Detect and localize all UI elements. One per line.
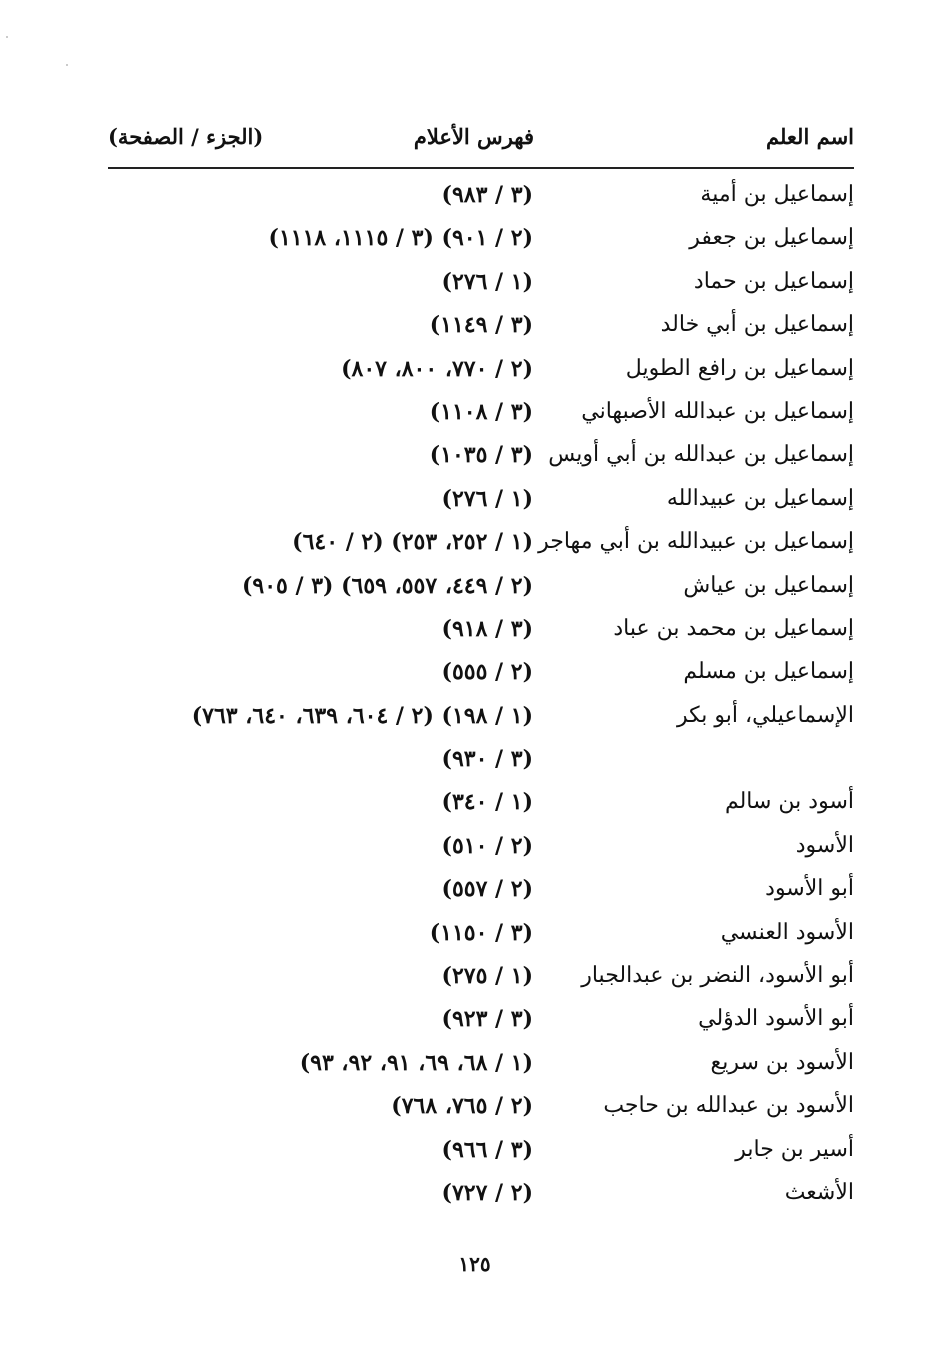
entry-references: (٢ / ٧٧٠، ٨٠٠، ٨٠٧) (341, 355, 533, 382)
entry-references: (٢ / ٧٢٧) (441, 1179, 533, 1206)
index-entry (0, 219, 949, 262)
entry-references: (١ / ٢٥٢، ٢٥٣) (٢ / ٦٤٠) (292, 529, 533, 556)
entry-references: (٣ / ١٠٣٥) (429, 442, 533, 469)
index-entry (0, 393, 949, 436)
entry-references: (١ / ١٩٨) (٢ / ٦٠٤، ٦٣٩، ٦٤٠، ٧٦٣) (191, 702, 533, 729)
index-entries (0, 176, 949, 1217)
entry-references: (٣ / ١١٤٩) (429, 312, 533, 339)
scan-speck (6, 36, 8, 38)
entry-references: (١ / ٦٨، ٦٩، ٩١، ٩٢، ٩٣) (299, 1049, 533, 1076)
entry-references: (٣ / ٩٦٦) (441, 1136, 533, 1163)
index-entry (0, 1174, 949, 1217)
entry-name: إسماعيل بن رافع الطويل (625, 355, 854, 381)
entry-name: الأسود بن سريع (710, 1049, 854, 1075)
entry-references: (٣ / ٩٨٣) (441, 182, 533, 208)
entry-name: الأسود العنسي (720, 919, 854, 945)
index-entry (0, 1044, 949, 1087)
entry-name: إسماعيل بن مسلم (683, 659, 854, 685)
entry-references: (١ / ٢٧٦) (441, 268, 533, 295)
entry-references: (٣ / ٩١٨) (441, 615, 533, 642)
entry-references: (١ / ٢٧٦) (441, 485, 533, 512)
entry-references: (٣ / ١١٠٨) (429, 398, 533, 425)
entry-name: الأسود بن عبدالله بن حاجب (603, 1093, 854, 1119)
entry-references: (٢ / ٥١٠) (441, 832, 533, 859)
entry-name: إسماعيل بن حماد (693, 268, 854, 294)
index-entry (0, 653, 949, 696)
index-entry (0, 783, 949, 826)
entry-name: أسير بن جابر (735, 1136, 854, 1162)
entry-name: إسماعيل بن أمية (700, 182, 854, 207)
entry-references: (٢ / ٩٠١) (٣ / ١١١٥، ١١١٨) (268, 225, 533, 252)
entry-name: إسماعيل بن عياش (683, 572, 854, 598)
index-header (108, 124, 854, 160)
page-number: ١٢٥ (458, 1252, 491, 1276)
index-entry (0, 436, 949, 479)
index-entry (0, 480, 949, 523)
entry-references: (٣ / ٩٣٠) (441, 746, 533, 773)
entry-name: أبو الأسود (765, 876, 854, 902)
index-entry (0, 176, 949, 219)
index-entry (0, 350, 949, 393)
entry-name: إسماعيل بن جعفر (689, 225, 854, 251)
reference-column-heading: (الجزء / الصفحة) (108, 124, 264, 149)
entry-references: (٢ / ٥٥٥) (441, 659, 533, 686)
index-entry (0, 914, 949, 957)
entry-name: إسماعيل بن عبيدالله بن أبي مهاجر (538, 529, 854, 555)
index-entry (0, 740, 949, 783)
index-entry (0, 957, 949, 1000)
header-rule (108, 167, 854, 169)
entry-name: الأشعث (784, 1179, 854, 1205)
index-entry (0, 1087, 949, 1130)
entry-references: (١ / ٢٧٥) (441, 963, 533, 990)
index-entry (0, 1000, 949, 1043)
entry-name: إسماعيل بن عبدالله بن أبي أويس (548, 442, 854, 468)
entry-name: أبو الأسود، النضر بن عبدالجبار (581, 963, 854, 989)
scan-speck (66, 64, 68, 66)
entry-name: أبو الأسود الدؤلي (698, 1006, 854, 1032)
index-entry (0, 697, 949, 740)
index-entry (0, 827, 949, 870)
entry-references: (٢ / ٥٥٧) (441, 876, 533, 903)
entry-name: أسود بن سالم (724, 789, 854, 815)
name-column-heading: اسم العلم (765, 124, 854, 149)
entry-references: (٢ / ٧٦٥، ٧٦٨) (391, 1093, 533, 1120)
entry-references: (١ / ٣٤٠) (441, 789, 533, 816)
index-entry (0, 870, 949, 913)
index-entry (0, 523, 949, 566)
entry-name: إسماعيل بن عبدالله الأصبهاني (581, 398, 854, 424)
entry-name: إسماعيل بن محمد بن عباد (613, 615, 854, 641)
entry-references: (٢ / ٤٤٩، ٥٥٧، ٦٥٩) (٣ / ٩٠٥) (241, 572, 533, 599)
index-entry (0, 567, 949, 610)
entry-references: (٣ / ٩٢٣) (441, 1006, 533, 1033)
index-entry (0, 1131, 949, 1174)
entry-name: الإسماعيلي، أبو بكر (677, 702, 854, 728)
entry-references: (٣ / ١١٥٠) (429, 919, 533, 946)
entry-name: إسماعيل بن أبي خالد (660, 312, 854, 338)
index-title: فهرس الأعلام (413, 124, 534, 149)
entry-name: إسماعيل بن عبيدالله (666, 485, 854, 511)
index-entry (0, 610, 949, 653)
index-entry (0, 306, 949, 349)
index-entry (0, 263, 949, 306)
entry-name: الأسود (795, 832, 854, 858)
